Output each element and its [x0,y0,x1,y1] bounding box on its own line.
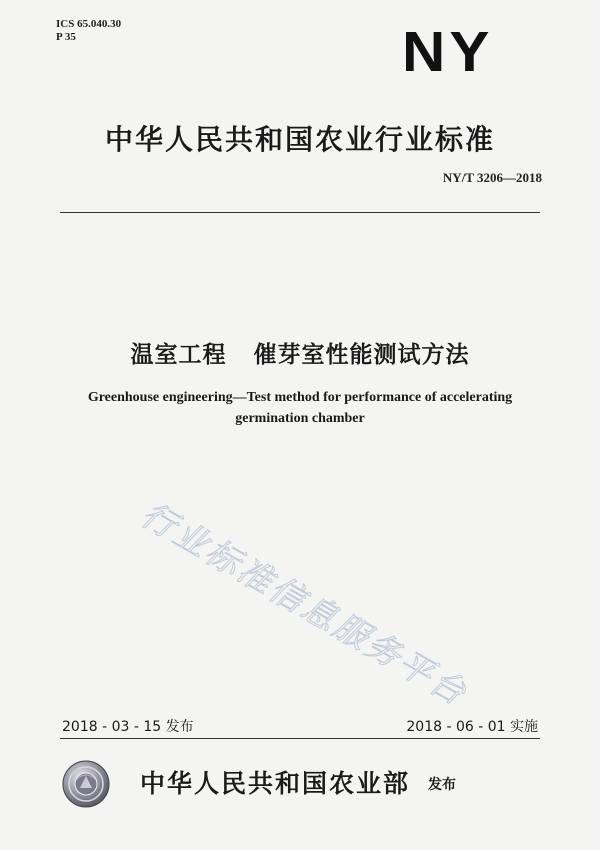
standard-type-title: 中华人民共和国农业行业标准 [104,123,495,156]
watermark-text: 行业标准信息服务平台 [134,494,475,715]
header-divider [60,212,540,213]
issued-label: 发布 [428,777,456,793]
chinese-title: 温室工程 催芽室性能测试方法 [130,342,470,368]
ny-logo: NY [402,19,494,84]
implementation-date: 2018 - 06 - 01 实施 [406,719,538,735]
ministry-seal-icon [62,760,110,808]
issuing-ministry: 中华人民共和国农业部 [140,769,411,798]
english-title-line1: Greenhouse engineering—Test method for performance of accelerating [87,390,513,405]
ics-code: ICS 65.040.30 [56,18,122,30]
english-title [40,387,560,429]
classification-code: P 35 [56,31,76,43]
standard-number: NY/T 3206—2018 [442,170,542,185]
ics-classification-block [56,18,121,44]
issue-date: 2018 - 03 - 15 发布 [62,719,194,735]
footer-divider [60,738,540,739]
english-title-line2: germination chamber [235,411,365,426]
